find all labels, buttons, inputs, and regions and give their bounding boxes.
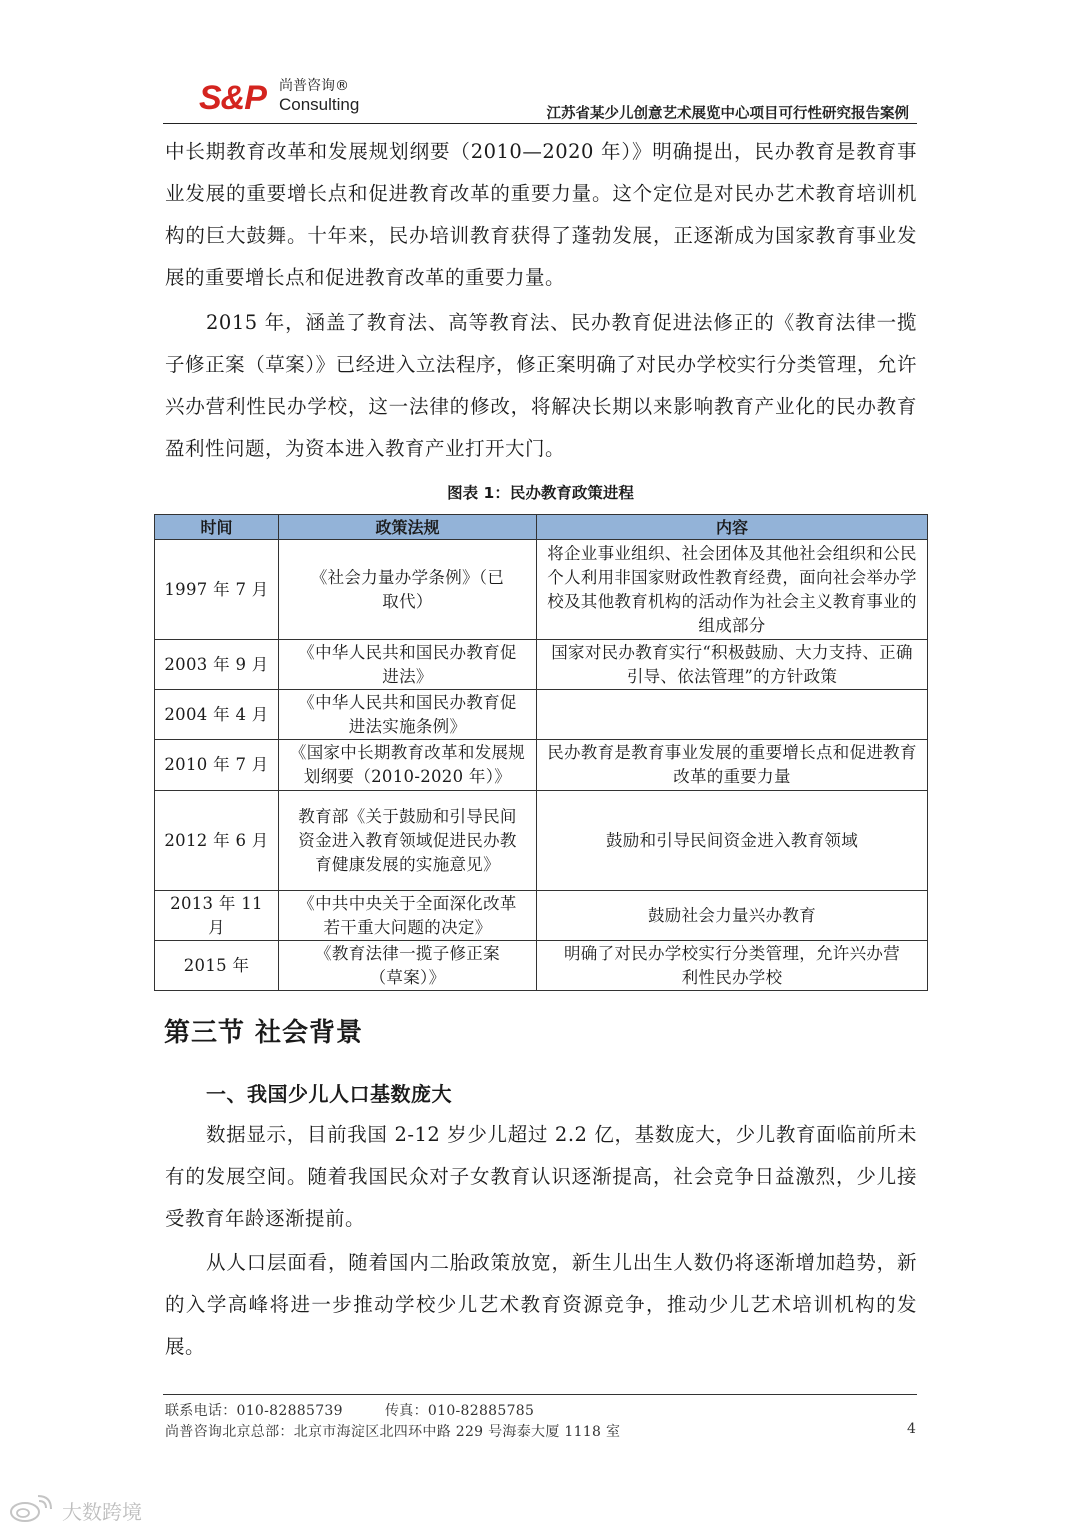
table-row [155, 540, 928, 640]
paragraph-1: 中长期教育改革和发展规划纲要（2010—2020 年）》明确提出，民办教育是教育事业发展的重要增长点和促进教育改革的重要力量。这个定位是对民办艺术教育培训机构的巨大鼓舞。十年来，民办培训教育获得了蓬勃发展，正逐渐成为国家教育事业发展的重要增长点和促进教育改革的重要力量。 [165, 140, 917, 289]
table-row [155, 941, 928, 991]
header-time: 时间 [155, 515, 279, 540]
header-policy: 政策法规 [279, 515, 537, 540]
table-caption: 图表 1：民办教育政策进程 [447, 484, 634, 502]
cell-time: 2013 年 11 月 [155, 891, 279, 941]
cell-policy: 《中华人民共和国民办教育促进法》 [279, 640, 537, 690]
weibo-icon [8, 1495, 54, 1523]
watermark-text: 大数跨境 [62, 1500, 142, 1524]
cell-policy: 《中华人民共和国民办教育促进法实施条例》 [279, 690, 537, 740]
cell-policy: 《国家中长期教育改革和发展规划纲要（2010-2020 年）》 [279, 740, 537, 791]
footer-fax: 传真：010-82885785 [385, 1403, 535, 1419]
paragraph-3: 数据显示，目前我国 2-12 岁少儿超过 2.2 亿，基数庞大，少儿教育面临前所未有的发展空间。随着我国民众对子女教育认识逐渐提高，社会竞争日益激烈，少儿接受教育年龄逐渐提前。 [165, 1123, 917, 1230]
cell-content: 民办教育是教育事业发展的重要增长点和促进教育改革的重要力量 [537, 740, 928, 791]
cell-time: 2003 年 9 月 [155, 640, 279, 690]
logo-chinese-name: 尚普咨询® [279, 78, 349, 94]
table-header-row [155, 515, 928, 540]
footer-address: 尚普咨询北京总部：北京市海淀区北四环中路 229 号海泰大厦 1118 室 [165, 1424, 621, 1440]
cell-time: 2004 年 4 月 [155, 690, 279, 740]
footer-phone: 联系电话：010-82885739 [165, 1403, 343, 1419]
subsection-title: 一、我国少儿人口基数庞大 [206, 1082, 452, 1106]
cell-time: 1997 年 7 月 [155, 540, 279, 640]
cell-content: 国家对民办教育实行“积极鼓励、大力支持、正确引导、依法管理”的方针政策 [537, 640, 928, 690]
section-title: 第三节 社会背景 [164, 1018, 364, 1048]
table-row [155, 690, 928, 740]
policy-table [154, 514, 928, 991]
header-content: 内容 [537, 515, 928, 540]
table-row [155, 740, 928, 791]
cell-content: 鼓励和引导民间资金进入教育领域 [537, 791, 928, 891]
paragraph-2: 2015 年，涵盖了教育法、高等教育法、民办教育促进法修正的《教育法律一揽子修正案（草案）》已经进入立法程序，修正案明确了对民办学校实行分类管理，允许兴办营利性民办学校，这一法律的修改，将解决长期以来影响教育产业化的民办教育盈利性问题，为资本进入教育产业打开大门。 [165, 311, 917, 460]
page-number: 4 [907, 1421, 916, 1437]
cell-policy: 《教育法律一揽子修正案（草案）》 [279, 941, 537, 991]
cell-content: 鼓励社会力量兴办教育 [537, 891, 928, 941]
cell-time: 2015 年 [155, 941, 279, 991]
cell-policy: 《社会力量办学条例》（已取代） [279, 540, 537, 640]
cell-content: 将企业事业组织、社会团体及其他社会组织和公民个人利用非国家财政性教育经费，面向社会举办学校及其他教育机构的活动作为社会主义教育事业的组成部分 [537, 540, 928, 640]
cell-content: 明确了对民办学校实行分类管理，允许兴办营利性民办学校 [537, 941, 928, 991]
table-row [155, 891, 928, 941]
cell-time: 2012 年 6 月 [155, 791, 279, 891]
table-row [155, 640, 928, 690]
logo-mark: S&P [199, 79, 266, 117]
logo-english-name: Consulting [279, 95, 360, 114]
cell-content [537, 690, 928, 740]
page-header [163, 74, 917, 124]
footer-divider [163, 1394, 917, 1395]
cell-policy: 《中共中央关于全面深化改革若干重大问题的决定》 [279, 891, 537, 941]
paragraph-4: 从人口层面看，随着国内二胎政策放宽，新生儿出生人数仍将逐渐增加趋势，新的入学高峰将进一步推动学校少儿艺术教育资源竞争，推动少儿艺术培训机构的发展。 [165, 1251, 917, 1358]
cell-policy: 教育部《关于鼓励和引导民间资金进入教育领域促进民办教育健康发展的实施意见》 [279, 791, 537, 891]
report-title: 江苏省某少儿创意艺术展览中心项目可行性研究报告案例 [546, 106, 909, 122]
table-row [155, 791, 928, 891]
cell-time: 2010 年 7 月 [155, 740, 279, 791]
